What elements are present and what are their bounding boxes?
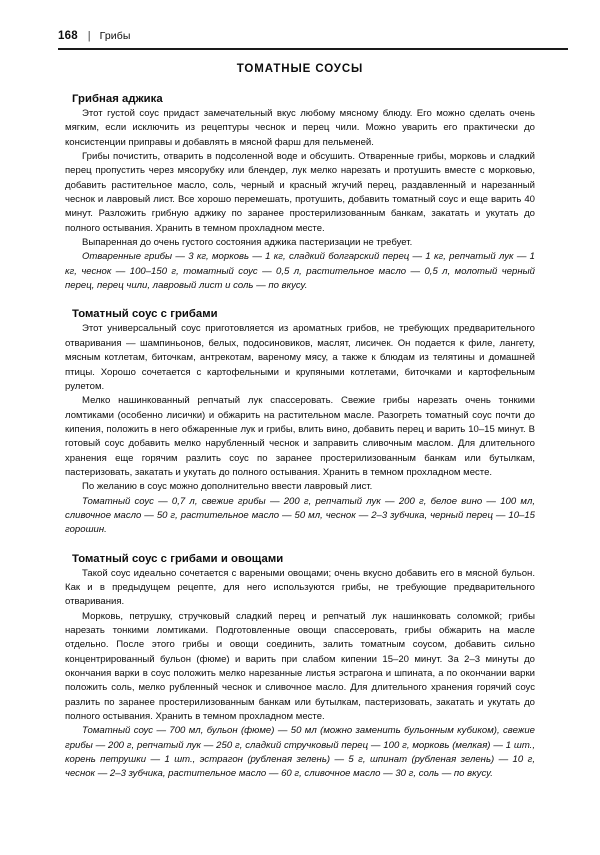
recipe-title-3: Томатный соус с грибами и овощами	[72, 552, 284, 565]
recipe-2-paragraph-1: Этот универсальный соус приготовляется из ароматных грибов, не требующих предварительного отваривания — шампиньонов, белых, подосиновиков, маслят, лисичек. Он подается к филе, лангету, мясным котлетам, биточкам, антрекотам, вареному мясу, а также к блюдам из телятины и домашней птицы. Хорошо сочетается с картофельными и крупяными котлетами, биточками и картофельным рулетом.	[65, 323, 535, 392]
recipe-1-paragraph-3: Выпаренная до очень густого состояния аджика пастеризации не требует.	[82, 237, 413, 249]
recipe-gap-1	[65, 293, 535, 298]
section-title: ТОМАТНЫЕ СОУСЫ	[236, 63, 364, 75]
running-head	[58, 31, 568, 45]
recipe-gap-2	[65, 538, 535, 543]
recipe-1-ingredients: Отваренные грибы — 3 кг, морковь — 1 кг, сладкий болгарский перец — 1 кг, репчатый лук — 1 кг, чеснок — 100–150 г, томатный соус — 0,5 л, растительное масло — 0,5 л, молотый черный перец, перец чили, лавровый лист и соль — по вкусу.	[65, 251, 535, 292]
recipe-1-paragraph-1: Этот густой соус придаст замечательный вкус любому мясному блюду. Его можно сделать очень мягким, если исключить из рецептуры чеснок и перец чили. Можно уварить его практически до консистенции приправы и добавлять в мясной фарш для пельменей.	[65, 108, 535, 148]
recipe-2-ingredients: Томатный соус — 0,7 л, свежие грибы — 200 г, репчатый лук — 200 г, белое вино — 100 мл, сливочное масло — 50 г, растительное масло — 50 мл, чеснок — 2–3 зубчика, черный перец — 10–15 горошин.	[65, 495, 535, 536]
recipe-title-1: Грибная аджика	[72, 93, 163, 105]
recipe-1-paragraph-2: Грибы почистить, отварить в подсоленной воде и обсушить. Отваренные грибы, морковь и сладкий перец пропустить через мясорубку или блендер, лук мелко нарезать и протушить вместе с морковью, добавить растительное масло, соль, черный и красный жгучий перец, раздавленный и нарезанный чеснок и лавровый лист. Все хорошо перемешать, протушить, добавить томатный соус и еще варить 40 минут. Разложить грибную аджику по заранее простерилизованным банкам, закатать и укутать до полного остывания. Хранить в темном прохладном месте.	[65, 151, 535, 234]
running-head-separator: |	[87, 30, 91, 42]
recipe-3-paragraph-2: Морковь, петрушку, стручковый сладкий перец и репчатый лук нашинковать соломкой; грибы нарезать тонкими ломтиками. Подготовленные овощи спассеровать, грибы обжарить на масле отдельно. После этого грибы и овощи соединить, залить томатным соусом, добавить сильно концентрированный бульон (фюме) и варить при слабом кипении 15–20 минут. За 2–3 минуты до окончания варки в соус положить мелко нарезанные листья эстрагона и шпината, а по окончании варки положить соль, мелко рубленный чеснок и сливочное масло. Для длительного хранения горячий соус разлить по заранее простерилизованным банкам или бутылкам, пастеризовать, закатать и укутать до полного остывания. Хранить в темном прохладном месте.	[65, 610, 535, 723]
content-column	[65, 60, 535, 782]
recipe-3-ingredients: Томатный соус — 700 мл, бульон (фюме) — 50 мл (можно заменить бульонным кубиком), свежие грибы — 200 г, репчатый лук — 250 г, сладкий стручковый перец — 100 г, морковь (мелкая) — 1 шт., корень петрушки — 1 шт., эстрагон (рубленая зелень) — 5 г, шпинат (рубленая зелень) — 10 г, чеснок — 2–3 зубчика, растительное масло — 60 г, сливочное масло — 30 г, соль — по вкусу.	[65, 725, 535, 780]
header-divider	[58, 48, 568, 50]
recipe-3-paragraph-1: Такой соус идеально сочетается с вареными овощами; очень вкусно добавить его в мясной бульон. Как и в предыдущем рецепте, для него используются грибы, не требующие предварительного отваривания.	[65, 567, 535, 608]
page-number: 168	[58, 30, 78, 42]
recipe-title-2: Томатный соус с грибами	[72, 308, 218, 321]
recipe-2-paragraph-3: По желанию в соус можно дополнительно ввести лавровый лист.	[82, 481, 373, 493]
recipe-2-paragraph-2: Мелко нашинкованный репчатый лук спассеровать. Свежие грибы нарезать очень тонкими ломтиками (особенно лисички) и обжарить на растительном масле. Разогреть томатный соус почти до кипения, положить в него обжаренные лук и грибы, влить вино, добавить перец и варить 10–15 минут. В готовый соус добавить мелко нарубленный чеснок и заправить сливочным маслом. Для длительного хранения еще горячим разлить соус по заранее простерилизованным банкам или бутылкам, пастеризовать, закатать и укутать до полного остывания. Хранить в темном прохладном месте.	[65, 395, 535, 478]
chapter-name: Грибы	[99, 30, 131, 42]
